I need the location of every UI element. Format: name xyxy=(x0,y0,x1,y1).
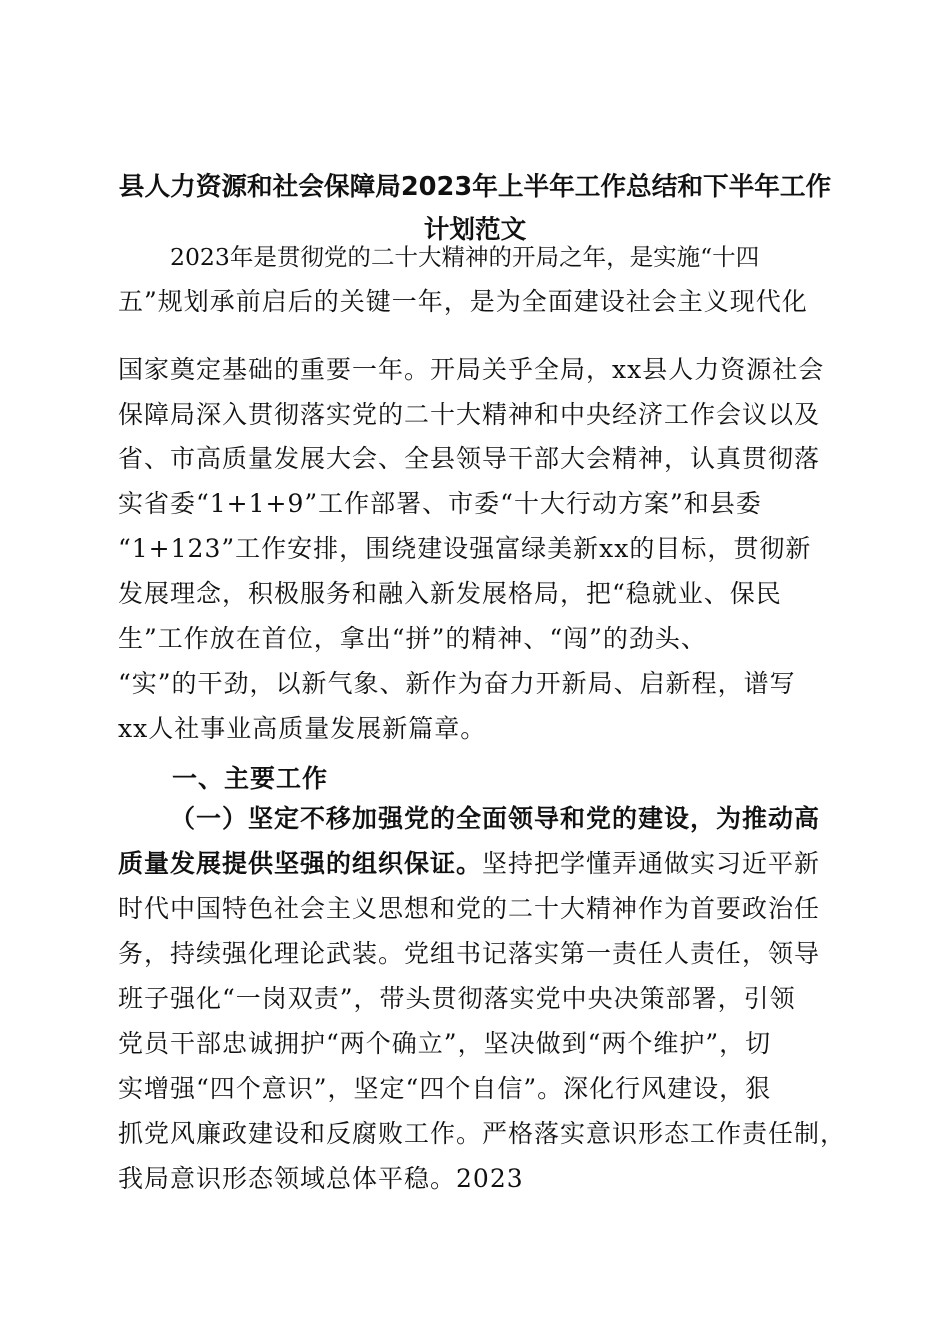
intro-paragraph-line: “1+123”工作安排，围绕建设强富绿美新xx的目标，贯彻新 xyxy=(118,534,812,563)
subsection-paragraph-line: 班子强化“一岗双责”，带头贯彻落实党中央决策部署，引领 xyxy=(118,984,796,1013)
intro-paragraph-line: 保障局深入贯彻落实党的二十大精神和中央经济工作会议以及 xyxy=(118,400,821,429)
subsection-line-2 xyxy=(118,849,820,879)
subsection-paragraph-line: 实增强“四个意识”，坚定“四个自信”。深化行风建设，狠 xyxy=(118,1074,772,1103)
intro-paragraph-line: 2023年是贯彻党的二十大精神的开局之年，是实施“十四 xyxy=(170,243,760,271)
intro-paragraph-line: 国家奠定基础的重要一年。开局关乎全局，xx县人力资源社会 xyxy=(118,355,825,384)
intro-paragraph-line: 发展理念，积极服务和融入新发展格局，把“稳就业、保民 xyxy=(118,579,782,608)
subsection-heading-line-1: （一）坚定不移加强党的全面领导和党的建设，为推动高 xyxy=(170,804,821,833)
intro-paragraph-line: 实省委“1+1+9”工作部署、市委“十大行动方案”和县委 xyxy=(118,489,762,518)
subsection-paragraph-line: 我局意识形态领域总体平稳。2023 xyxy=(118,1164,524,1193)
subsection-paragraph-line: 务，持续强化理论武装。党组书记落实第一责任人责任，领导 xyxy=(118,939,821,968)
subsection-paragraph-line: 时代中国特色社会主义思想和党的二十大精神作为首要政治任 xyxy=(118,894,821,923)
intro-paragraph-line: 省、市高质量发展大会、全县领导干部大会精神，认真贯彻落 xyxy=(118,444,821,473)
subsection-text-continuation: 坚持把学懂弄通做实习近平新 xyxy=(482,849,821,878)
intro-paragraph-line: 生”工作放在首位，拿出“拼”的精神、“闯”的劲头、 xyxy=(118,624,707,653)
document-title-line-1: 县人力资源和社会保障局2023年上半年工作总结和下半年工作 xyxy=(118,172,832,202)
section-heading: 一、主要工作 xyxy=(172,764,329,793)
subsection-heading-line-2: 质量发展提供坚强的组织保证。 xyxy=(118,849,483,878)
intro-paragraph-line: xx人社事业高质量发展新篇章。 xyxy=(118,714,487,743)
intro-paragraph-line: 五”规划承前启后的关键一年，是为全面建设社会主义现代化 xyxy=(118,287,808,316)
document-title-line-2: 计划范文 xyxy=(423,215,527,245)
subsection-paragraph-line: 党员干部忠诚拥护“两个确立”，坚决做到“两个维护”，切 xyxy=(118,1029,772,1058)
subsection-paragraph-line: 抓党风廉政建设和反腐败工作。严格落实意识形态工作责任制， xyxy=(118,1119,847,1148)
intro-paragraph-line: “实”的干劲，以新气象、新作为奋力开新局、启新程，谱写 xyxy=(118,669,796,698)
